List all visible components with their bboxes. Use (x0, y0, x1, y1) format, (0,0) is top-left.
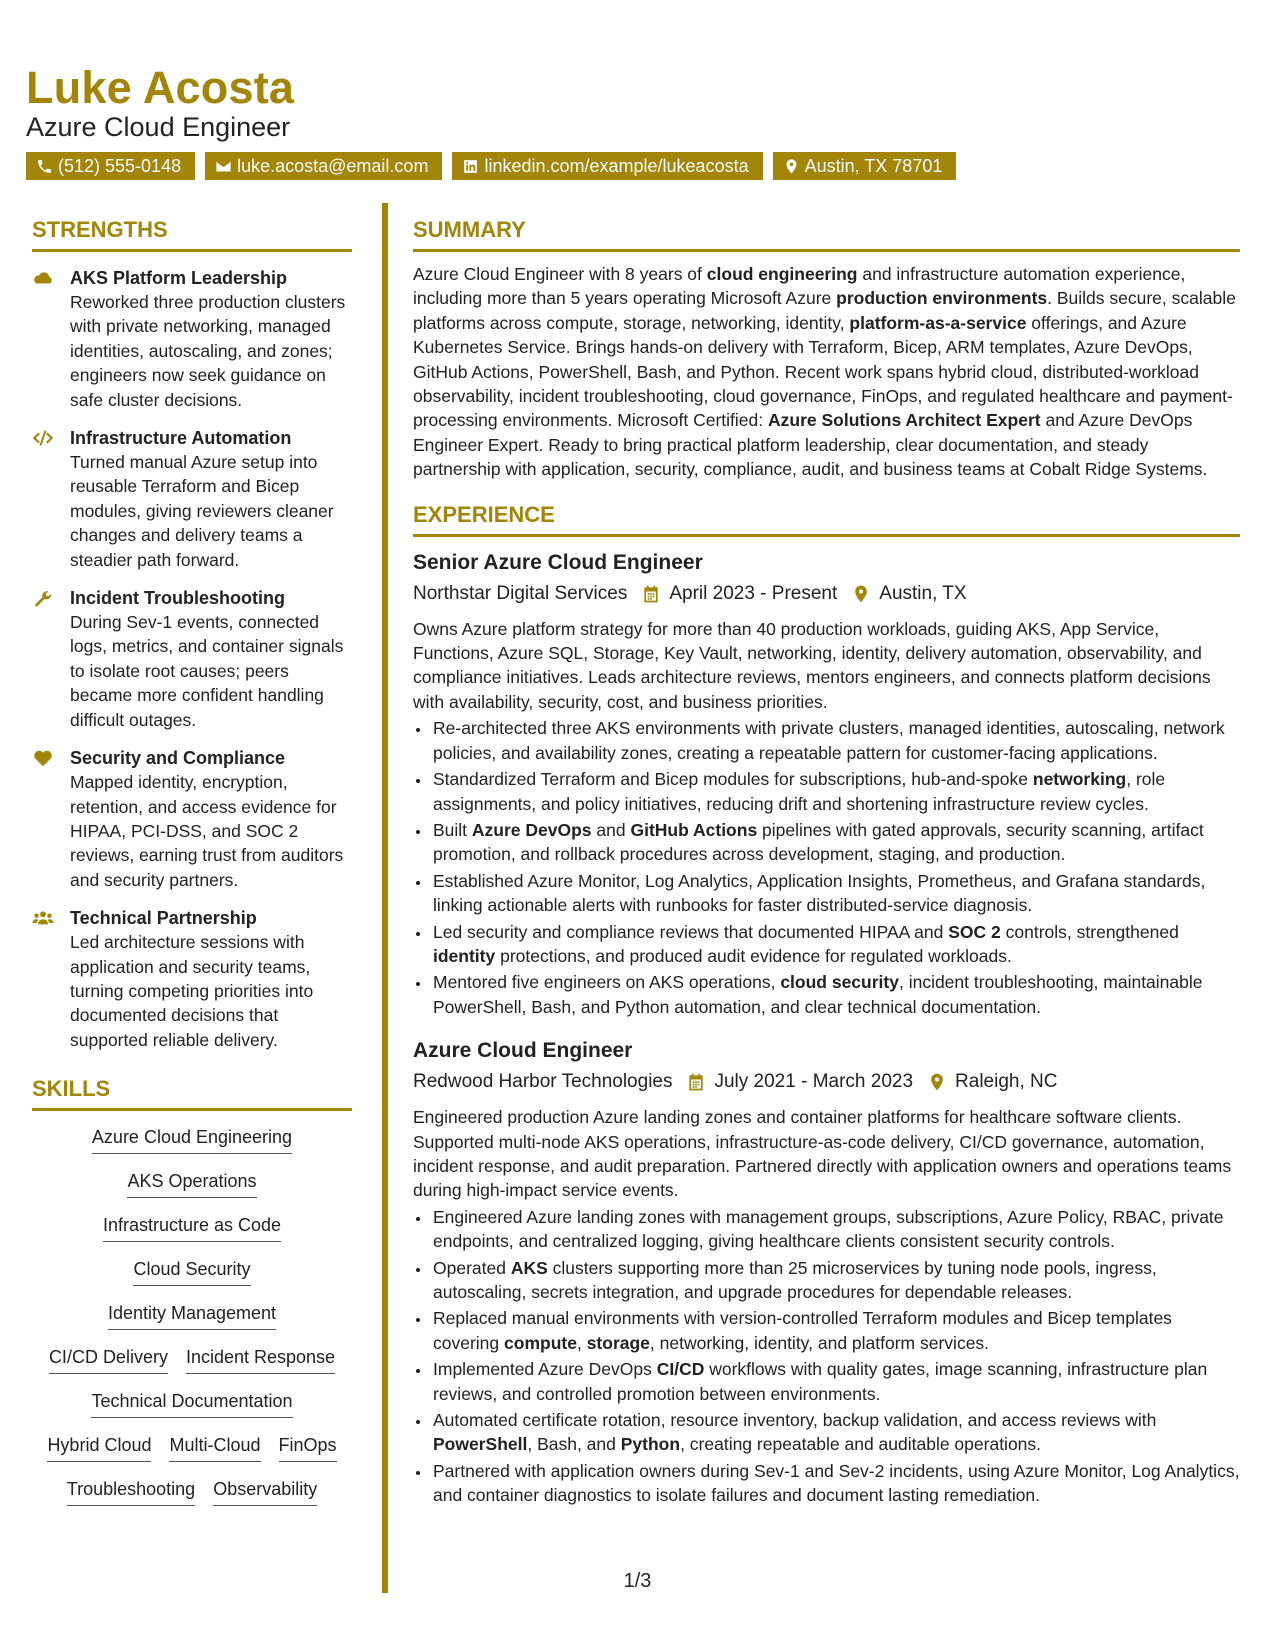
job-bullet (431, 818, 1240, 867)
job-company: Northstar Digital Services (413, 582, 628, 604)
strength-item (32, 426, 352, 572)
job-bullet (431, 1205, 1240, 1254)
text-span: . Builds secure, scalable platforms across compute, storage, networking, identity, (413, 288, 1236, 333)
bold-text: CI/CD (656, 1359, 705, 1380)
job-title: Senior Azure Cloud Engineer (413, 550, 703, 574)
strength-title: Security and Compliance (70, 748, 286, 769)
job-bullet (431, 1459, 1240, 1508)
job-bullets (413, 1205, 1240, 1508)
job-description: Engineered production Azure landing zones and container platforms for healthcare software clients. Supported multi-node AKS operations, infrastructure-as-code delivery, CI/CD governance, automation, incident response, and audit preparation. Partnered directly with application owners and operations teams during high-impact service events. (413, 1107, 1232, 1201)
job-entry (413, 549, 1240, 1020)
text-span: pipelines with gated approvals, security scanning, artifact promotion, and rollback procedures across development, staging, and production. (433, 819, 1204, 865)
job-description: Owns Azure platform strategy for more than 40 production workloads, guiding AKS, App Service, Functions, Azure SQL, Storage, Key Vault, networking, identity, delivery automation, observability, and compliance initiatives. Leads architecture reviews, mentors engineers, and connects platform decisions with availability, security, cost, and business priorities. (413, 618, 1211, 712)
bold-text: storage (586, 1332, 650, 1353)
contact-location-text: Austin, TX 78701 (804, 156, 943, 176)
bold-text: compute (504, 1332, 577, 1353)
job-bullet (431, 767, 1240, 816)
text-span: , (576, 1332, 587, 1353)
summary-text (413, 262, 1240, 482)
bold-text: Azure DevOps (471, 819, 592, 840)
cloud-icon (32, 268, 54, 288)
bold-text: cloud security (780, 972, 899, 993)
skill-tag: Cloud Security (133, 1257, 250, 1286)
strength-title: Infrastructure Automation (70, 428, 292, 449)
strength-item (32, 266, 352, 412)
skill-tag: Identity Management (108, 1301, 276, 1330)
calendar-icon (686, 1072, 706, 1092)
bold-text: identity (433, 945, 496, 966)
map-marker-icon (851, 584, 871, 604)
text-span: , incident troubleshooting, maintainable PowerShell, Bash, and Python automation, and clear technical documentation. (433, 972, 1203, 1017)
strength-desc: During Sev-1 events, connected logs, metrics, and container signals to isolate root causes; peers became more confident handling difficult outages. (70, 612, 344, 730)
text-span: Automated certificate rotation, resource inventory, backup validation, and access reviews with (433, 1410, 1157, 1431)
strengths-list (32, 266, 352, 1052)
contact-location[interactable] (773, 152, 957, 180)
heart-icon (32, 748, 54, 768)
job-bullet (431, 716, 1240, 765)
job-title: Azure Cloud Engineer (413, 1039, 633, 1063)
bold-text: networking (1032, 769, 1127, 790)
strength-title: Technical Partnership (70, 908, 257, 929)
text-span: Established Azure Monitor, Log Analytics, Application Insights, Prometheus, and Grafana standards, linking actionable alerts with runbooks for faster distributed-service diagnosis. (433, 870, 1206, 916)
contact-phone[interactable] (26, 152, 195, 180)
text-span: Operated (433, 1257, 511, 1278)
job-meta (413, 1067, 1240, 1097)
job-bullet (431, 920, 1240, 969)
bold-text: cloud engineering (706, 264, 858, 284)
users-icon (32, 908, 54, 928)
job-bullet (431, 1306, 1240, 1355)
text-span: Replaced manual environments with version-controlled Terraform modules and Bicep templates covering (433, 1308, 1172, 1353)
strength-item (32, 906, 352, 1052)
skill-tag: Technical Documentation (91, 1389, 292, 1418)
right-column (413, 217, 1240, 1510)
map-marker-icon (783, 158, 800, 175)
skill-tag: AKS Operations (127, 1169, 256, 1198)
strengths-heading: STRENGTHS (32, 217, 352, 252)
text-span: clusters supporting more than 25 microservices by tuning node pools, ingress, autoscaling, secrets integration, and upgrade procedures for dependable releases. (433, 1257, 1157, 1302)
text-span: Re-architected three AKS environments with private clusters, managed identities, autoscaling, network policies, and availability zones, creating a repeatable pattern for customer-facing applications. (433, 718, 1225, 763)
job-company: Redwood Harbor Technologies (413, 1071, 673, 1093)
skill-tag: FinOps (279, 1433, 337, 1462)
job-location: Raleigh, NC (955, 1071, 1058, 1093)
job-bullet (431, 869, 1240, 918)
text-span: and Azure DevOps Engineer Expert. Ready to bring practical platform leadership, clear documentation, and steady partnership with application, security, compliance, audit, and business teams at Cobalt Ridge Systems. (413, 410, 1208, 480)
phone-icon (36, 158, 53, 175)
skill-tag: Hybrid Cloud (47, 1433, 151, 1462)
text-span: , networking, identity, and platform services. (649, 1332, 990, 1353)
job-dates: April 2023 - Present (669, 582, 838, 604)
experience-heading: EXPERIENCE (413, 502, 1240, 537)
text-span: protections, and produced audit evidence for regulated workloads. (495, 945, 1012, 966)
map-marker-icon (927, 1072, 947, 1092)
column-divider (382, 203, 388, 1593)
text-span: Mentored five engineers on AKS operations, (433, 972, 781, 993)
skill-tag: Observability (213, 1477, 317, 1506)
strength-desc: Turned manual Azure setup into reusable Terraform and Bicep modules, giving reviewers cleaner changes and delivery teams a steadier path forward. (70, 452, 334, 570)
text-span: and (591, 819, 631, 840)
contact-bar (26, 152, 956, 180)
bold-text: Python (620, 1434, 681, 1455)
summary-heading: SUMMARY (413, 217, 1240, 252)
page-number: 1/3 (623, 1570, 652, 1592)
bold-text: production environments (836, 288, 1048, 309)
strength-item (32, 586, 352, 732)
text-span: Engineered Azure landing zones with management groups, subscriptions, Azure Policy, RBAC, private endpoints, and centralized logging, giving healthcare clients consistent security controls. (433, 1206, 1224, 1252)
contact-email[interactable] (205, 152, 442, 180)
bold-text: SOC 2 (948, 921, 1001, 942)
contact-linkedin[interactable] (452, 152, 762, 180)
text-span: , creating repeatable and auditable operations. (680, 1434, 1042, 1455)
text-span: Standardized Terraform and Bicep modules for subscriptions, hub-and-spoke (433, 769, 1033, 790)
job-bullet (431, 1256, 1240, 1305)
job-bullet (431, 1357, 1240, 1406)
bold-text: Azure Solutions Architect Expert (768, 410, 1041, 431)
text-span: workflows with quality gates, image scanning, infrastructure plan reviews, and controlled promotion between environments. (433, 1359, 1208, 1404)
skill-tag: Troubleshooting (67, 1477, 195, 1506)
job-location: Austin, TX (879, 582, 967, 604)
text-span: Implemented Azure DevOps (433, 1359, 657, 1380)
job-bullet (431, 970, 1240, 1019)
wrench-icon (32, 588, 54, 608)
skills-heading: SKILLS (32, 1076, 352, 1111)
job-dates: July 2021 - March 2023 (714, 1071, 914, 1093)
text-span: offerings, and Azure Kubernetes Service. Brings hands-on delivery with Terraform, Bicep, ARM templates, Azure DevOps, GitHub Actions, PowerShell, Bash, and Python. Recent work spans hybrid cloud, distributed-workload observability, incident troubleshooting, cloud governance, FinOps, and regulated healthcare and payment-processing environments. Microsoft Certified: (413, 312, 1233, 431)
candidate-name: Luke Acosta (26, 62, 295, 113)
bold-text: GitHub Actions (630, 819, 758, 840)
contact-phone-text: (512) 555-0148 (58, 156, 182, 176)
skill-tag: Azure Cloud Engineering (92, 1125, 292, 1154)
job-bullet (431, 1408, 1240, 1457)
calendar-icon (641, 584, 661, 604)
linkedin-icon (462, 158, 479, 175)
envelope-icon (215, 158, 232, 175)
strength-item (32, 746, 352, 892)
strength-desc: Reworked three production clusters with private networking, managed identities, autoscaling, and zones; engineers now seek guidance on safe cluster decisions. (70, 292, 346, 410)
skills-list (32, 1125, 352, 1521)
experience-list (413, 549, 1240, 1508)
skill-tag: Infrastructure as Code (103, 1213, 281, 1242)
strength-title: AKS Platform Leadership (70, 268, 288, 288)
candidate-role: Azure Cloud Engineer (26, 112, 291, 142)
text-span: Built (433, 819, 472, 840)
strength-desc: Led architecture sessions with application and security teams, turning competing priorities into documented decisions that supported reliable delivery. (70, 932, 314, 1050)
strength-desc: Mapped identity, encryption, retention, and access evidence for HIPAA, PCI-DSS, and SOC 2 reviews, earning trust from auditors and security partners. (70, 772, 344, 890)
job-meta (413, 579, 1240, 609)
contact-email-text: luke.acosta@email.com (237, 156, 429, 176)
text-span: Azure Cloud Engineer with 8 years of (413, 264, 707, 284)
text-span: , Bash, and (527, 1434, 621, 1455)
skill-tag: Incident Response (186, 1345, 335, 1374)
bold-text: AKS (510, 1257, 548, 1278)
text-span: Led security and compliance reviews that documented HIPAA and (433, 921, 949, 942)
skill-tag: CI/CD Delivery (49, 1345, 168, 1374)
bold-text: platform-as-a-service (849, 312, 1027, 333)
skill-tag: Multi-Cloud (169, 1433, 260, 1462)
bold-text: PowerShell (433, 1434, 528, 1455)
job-bullets (413, 716, 1240, 1019)
job-entry (413, 1037, 1240, 1508)
text-span: controls, strengthened (1000, 921, 1179, 942)
text-span: and infrastructure automation experience, including more than 5 years operating Microsoft Azure (413, 264, 1186, 309)
text-span: , role assignments, and policy initiatives, reducing drift and shortening infrastructure review cycles. (433, 769, 1166, 814)
code-icon (32, 428, 54, 448)
left-column (32, 217, 352, 1521)
contact-linkedin-text: linkedin.com/example/lukeacosta (484, 156, 749, 176)
text-span: Partnered with application owners during Sev-1 and Sev-2 incidents, using Azure Monitor, Log Analytics, and container diagnostics to isolate failures and document lasting remediation. (433, 1460, 1240, 1506)
strength-title: Incident Troubleshooting (70, 588, 285, 609)
